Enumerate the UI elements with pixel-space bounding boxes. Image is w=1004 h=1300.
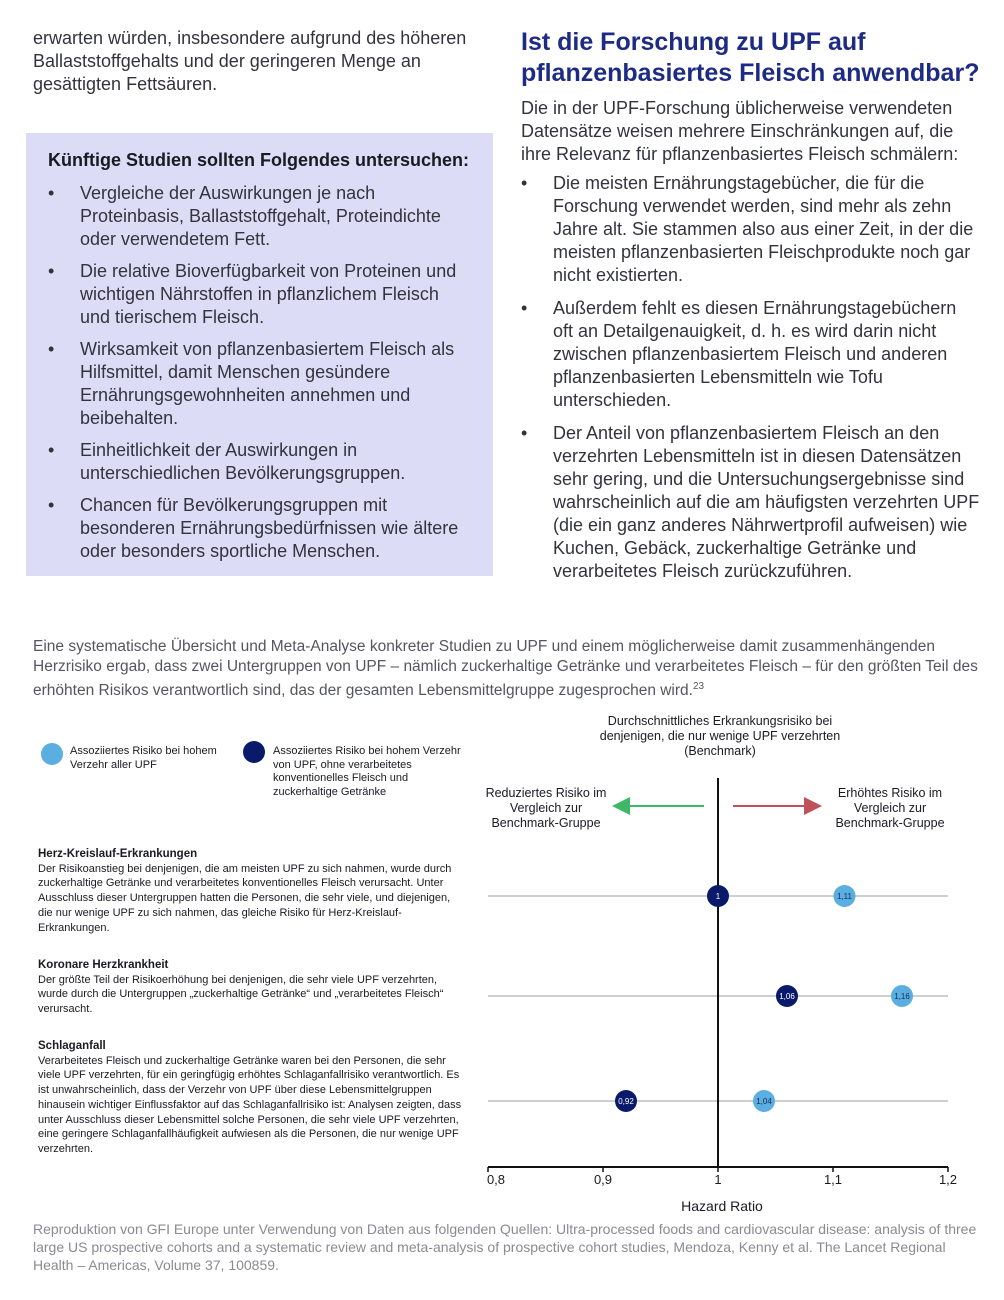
x-tick-label: 0,8 [486, 1172, 506, 1187]
reduced-risk-label: Reduziertes Risiko im Vergleich zur Benchmark-Gruppe [485, 786, 607, 830]
section-title: Herz-Kreislauf-Erkrankungen [38, 848, 198, 860]
section-text: Der größte Teil der Risikoerhöhung bei denjenigen, die sehr viele UPF verzehrten, wurde durch die Untergruppen „zuckerhaltige Getränke“ und „verarbeitetes Fleisch“ verursacht. [38, 973, 444, 1016]
list-item: • Chancen für Bevölkerungsgruppen mit besonderen Ernährungsbedürfnissen wie ältere oder besonders sportliche Menschen. [48, 494, 471, 563]
benchmark-label: Durchschnittliches Erkrankungsrisiko bei denjenigen, die nur wenige UPF verzehrten (Benchmark) [599, 714, 841, 758]
list-item: • Außerdem fehlt es diesen Ernährungstagebüchern oft an Detailgenauigkeit, d. h. es wird darin nicht zwischen pflanzenbasiertem Fleisch und anderen pflanzenbasierten Lebensmitteln wie Tofu unterschieden. [521, 297, 981, 412]
footnote-ref: 23 [692, 681, 705, 692]
list-item: • Die meisten Ernährungstagebücher, die für die Forschung verwendet werden, sind mehr als zehn Jahre alt. Sie stammen also aus einer Zeit, in der die meisten pflanzenbasierten Fleischprodukte noch gar nicht existierten. [521, 172, 981, 287]
section-title: Schlaganfall [38, 1040, 106, 1052]
x-tick-label: 0,9 [593, 1172, 613, 1187]
arrow-left-icon [612, 797, 704, 815]
x-tick-label: 1 [714, 1172, 722, 1187]
list-item: • Der Anteil von pflanzenbasiertem Fleisch an den verzehrten Lebensmitteln ist in diesen Datensätzen sehr gering, und die Untersuchungsergebnisse sind wahrscheinlich auf die am häufigsten verzehrten UPF (die ein ganz anderes Nährwertprofil aufweisen) wie Kuchen, Gebäck, zuckerhaltige Getränke und verarbeitetes Fleisch zurückzuführen. [521, 422, 981, 583]
arrow-right-icon [733, 797, 822, 815]
source-note: Reproduktion von GFI Europe unter Verwendung von Daten aus folgenden Quellen: Ultra-processed foods and cardiovascular disease: analysis of three large US prospective cohorts and a systematic review and meta-analysis of prospective cohort studies, Mendoza, Kenny et al. The Lancet Regional Health – Americas, Volume 37, 100859. [33, 1221, 977, 1273]
section-text: Verarbeitetes Fleisch und zuckerhaltige Getränke waren bei den Personen, die sehr viele UPF verzehrten, für ein geringfügig erhöhtes Schlaganfallrisiko verantwortlich. Es ist unwahrscheinlich, dass der Verzehr von UPF über diese Lebensmittelgruppen hinausein wichtiger Einflussfaktor auf das Schlaganfallrisiko ist: Analysen zeigten, dass unter Ausschluss dieser Lebensmittel solche Personen, die sehr viele UPF verzehrten, eine geringere Schlaganfallhäufigkeit aufwiesen als die Personen, die nur wenige UPF verzehrten. [38, 1054, 462, 1155]
point-label: 1,16 [894, 992, 910, 1001]
point-label: 1,11 [837, 892, 852, 901]
section-heading: Ist die Forschung zu UPF auf pflanzenbasiertes Fleisch anwendbar? [521, 28, 980, 87]
point-label: 1,06 [779, 992, 795, 1001]
list-item: • Einheitlichkeit der Auswirkungen in unterschiedlichen Bevölkerungsgruppen. [48, 439, 471, 485]
intro-paragraph: Die in der UPF-Forschung üblicherweise verwendeten Datensätze weisen mehrere Einschränkungen auf, die ihre Relevanz für pflanzenbasiertes Fleisch schmälern: [521, 98, 959, 164]
list-item: • Die relative Bioverfügbarkeit von Proteinen und wichtigen Nährstoffen in pflanzlichem Fleisch und tierischem Fleisch. [48, 260, 471, 329]
legend-label-all-upf: Assoziiertes Risiko bei hohem Verzehr aller UPF [70, 745, 217, 771]
point-label: 1 [715, 892, 721, 901]
point-label: 1,04 [756, 1097, 772, 1106]
x-tick-label: 1,1 [823, 1172, 843, 1187]
section-text: Der Risikoanstieg bei denjenigen, die am meisten UPF zu sich nahmen, wurde durch zuckerhaltige Getränke und verarbeitetes konventionelles Fleisch verursacht. Unter Ausschluss dieser Untergruppen hatten die Personen, die sehr viele, und diejenigen, die nur wenige UPF zu sich nahmen, das gleiche Risiko für Herz-Kreislauf-Erkrankungen. [38, 862, 452, 934]
increased-risk-label: Erhöhtes Risiko im Vergleich zur Benchmark-Gruppe [835, 786, 945, 830]
chart-intro-text: Eine systematische Übersicht und Meta-Analyse konkreter Studien zu UPF und einem möglicherweise damit zusammenhängenden Herzrisiko ergab, dass zwei Untergruppen von UPF – nämlich zuckerhaltige Getränke und verarbeitetes Fleisch – für den größten Teil des erhöhten Risikos verantwortlich sind, das der gesamten Lebensmittelgruppe zugesprochen wird. [33, 638, 978, 700]
list-item: • Wirksamkeit von pflanzenbasiertem Fleisch als Hilfsmittel, damit Menschen gesündere Ernährungsgewohnheiten annehmen und beibehalten. [48, 338, 471, 430]
continuation-paragraph: erwarten würden, insbesondere aufgrund des höheren Ballaststoffgehalts und der geringeren Menge an gesättigten Fettsäuren. [33, 28, 467, 94]
x-axis-label: Hazard Ratio [681, 1198, 763, 1214]
future-studies-heading: Künftige Studien sollten Folgendes untersuchen: [48, 150, 470, 170]
legend-label-subset-upf: Assoziiertes Risiko bei hohem Verzehr von UPF, ohne verarbeitetes konventionelles Fleisch und zuckerhaltige Getränke [273, 745, 461, 798]
x-tick-label: 1,2 [938, 1172, 958, 1187]
point-label: 0,92 [618, 1097, 634, 1106]
list-item: • Vergleiche der Auswirkungen je nach Proteinbasis, Ballaststoffgehalt, Proteindichte oder verwendetem Fett. [48, 182, 471, 251]
section-title: Koronare Herzkrankheit [38, 959, 169, 971]
